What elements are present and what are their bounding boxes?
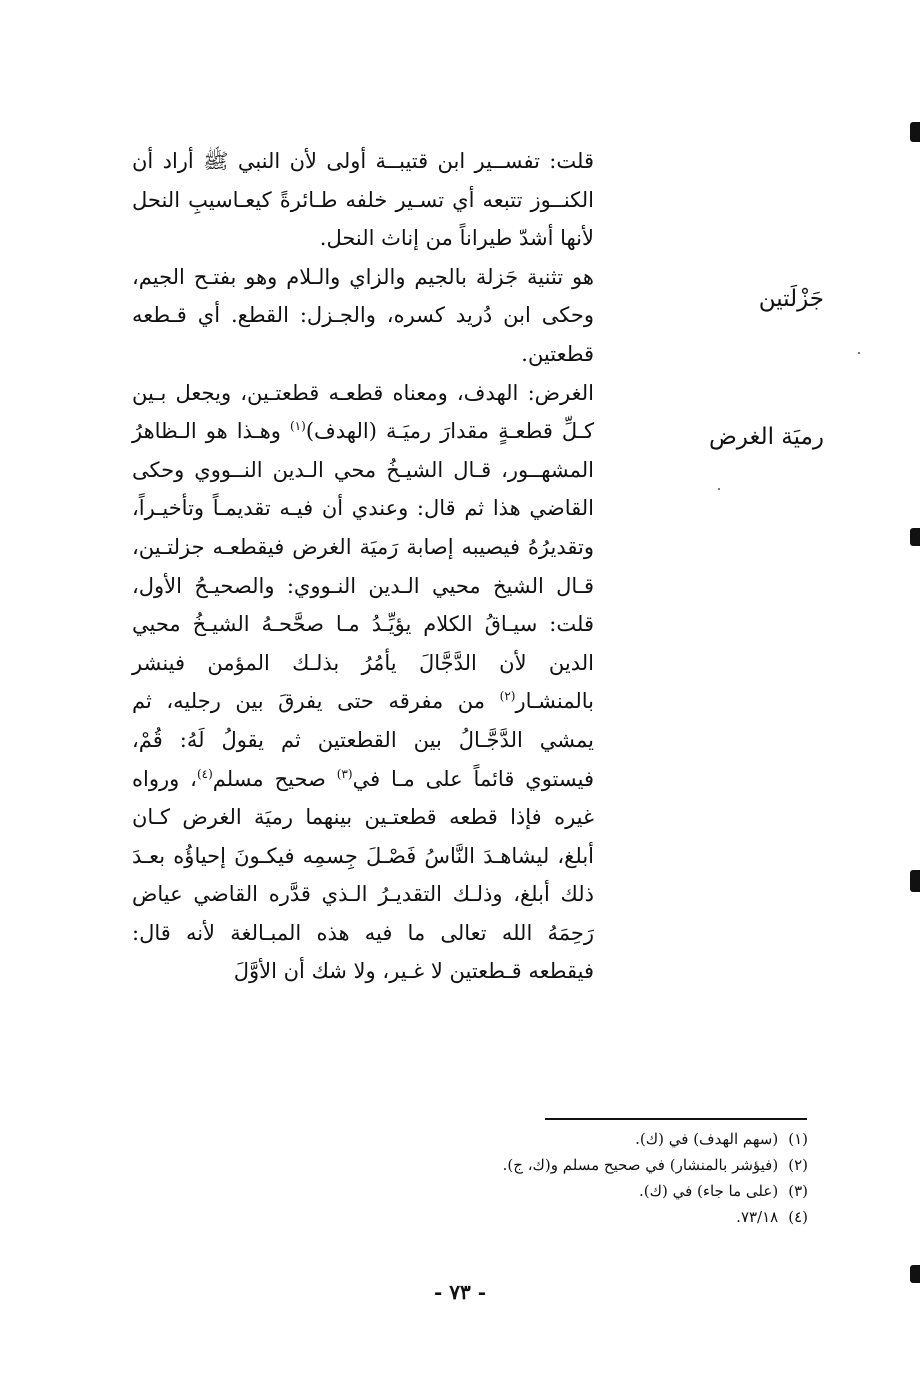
text-segment: وهـذا هو الـظاهرُ المشهــور، قـال الشيـخُ محي الـدين النــووي وحكى القاضي هذا ثم قال: وعندي أن فيـه تقديمـاً وتأخيـراً، وتقديرُهُ فيصيبه إصابة رَميَة الغرض فيقطعـه جزلتـين، قـال الشيخ محيي الـدين النـووي: والصحيـحُ الأول، قلت: سيـاقُ الكلام يؤيِّـدُ مـا صحَّحـهُ الشيـخُ محيي الدين لأن الدَّجَّالَ يأمُرُ بذلـك المؤمن فينشر بالمنشـار bbox=[132, 419, 594, 714]
paragraph-gharad-definition bbox=[132, 374, 594, 992]
page-number: - ٧٣ - bbox=[433, 1280, 486, 1304]
text-segment: صحيح مسلم bbox=[212, 766, 337, 791]
footnote-text: (فيؤشر بالمنشار) في صحيح مسلم و(ك، ج). bbox=[502, 1156, 779, 1174]
footnote-ref-2: (٢) bbox=[499, 689, 516, 704]
text-segment: ، ورواه غيره فإذا قطعه قطعتـين بينهما رميَة الغرض كـان أبلغ، ليشاهـدَ النَّاسُ فَصْـلَ جِسمِه فيكـونَ إحياؤُه بعـدَ ذلك أبلغ، وذلـك التقديـرُ الـذي قدَّره القاضي عياض رَحِمَهُ الله تعالى ما فيه هذه المبـالغة لأنه قال: فيقطعه قـطعتين لا غـير، ولا شك أن الأوَّلَ bbox=[132, 766, 594, 984]
scan-edge-mark bbox=[910, 870, 920, 892]
footnote-2 bbox=[388, 1152, 808, 1178]
footnote-ref-1: (١) bbox=[289, 419, 306, 434]
main-text-column bbox=[132, 142, 594, 991]
footnotes bbox=[388, 1126, 808, 1230]
footnote-3 bbox=[388, 1178, 808, 1204]
scan-edge-mark bbox=[910, 1265, 920, 1283]
footnote-ref-3: (٣) bbox=[336, 766, 353, 781]
margin-term-jazlatayn: جَزْلَتين bbox=[758, 286, 824, 312]
scan-speck bbox=[718, 488, 720, 490]
footnote-text: ٧٣/١٨. bbox=[736, 1208, 779, 1226]
footnote-4 bbox=[388, 1204, 808, 1230]
paragraph-ibn-qutayba: قلت: تفســير ابن قتيبــة أولى لأن النبي ﷺ أراد أن الكنــوز تتبعه أي تسـير خلفه طـائرةً كيعـاسيبِ النحل لأنها أشدّ طيراناً من إناث النحل. bbox=[132, 149, 594, 251]
text-segment: الغرض: الهدف، ومعناه قطعـه قطعتـين، ويجعل بـين كـلِّ قطعـةٍ مقدارَ رميَـة (الهدف) bbox=[132, 380, 594, 444]
text-segment: من مفرقه حتى يفرقَ بين رجليه، ثم يمشي الدَّجَّـالُ بين القطعتين ثم يقولُ لَهُ: قُمْ، فيستوي قائماً على مـا في bbox=[132, 689, 594, 791]
margin-term-ramyat-al-gharad: رميَة الغرض bbox=[709, 424, 824, 450]
scan-edge-mark bbox=[910, 528, 920, 546]
footnote-number: (٣) bbox=[788, 1182, 808, 1200]
footnote-divider bbox=[545, 1118, 807, 1120]
footnote-1 bbox=[388, 1126, 808, 1152]
footnote-ref-4: (٤) bbox=[196, 766, 213, 781]
footnote-text: (على ما جاء) في (ك). bbox=[639, 1182, 779, 1200]
paragraph-jazlatayn-definition: هو تثنية جَزلة بالجيم والزاي والـلام وهو بفتـح الجيم، وحكى ابن دُريد كسره، والجـزل: القطع. أي قـطعه قطعتين. bbox=[132, 264, 594, 366]
footnote-number: (٢) bbox=[788, 1156, 808, 1174]
footnote-text: (سهم الهدف) في (ك). bbox=[635, 1130, 779, 1148]
footnote-number: (٤) bbox=[788, 1208, 808, 1226]
scan-speck bbox=[858, 352, 860, 354]
scan-edge-mark bbox=[910, 122, 920, 142]
footnote-number: (١) bbox=[788, 1130, 808, 1148]
